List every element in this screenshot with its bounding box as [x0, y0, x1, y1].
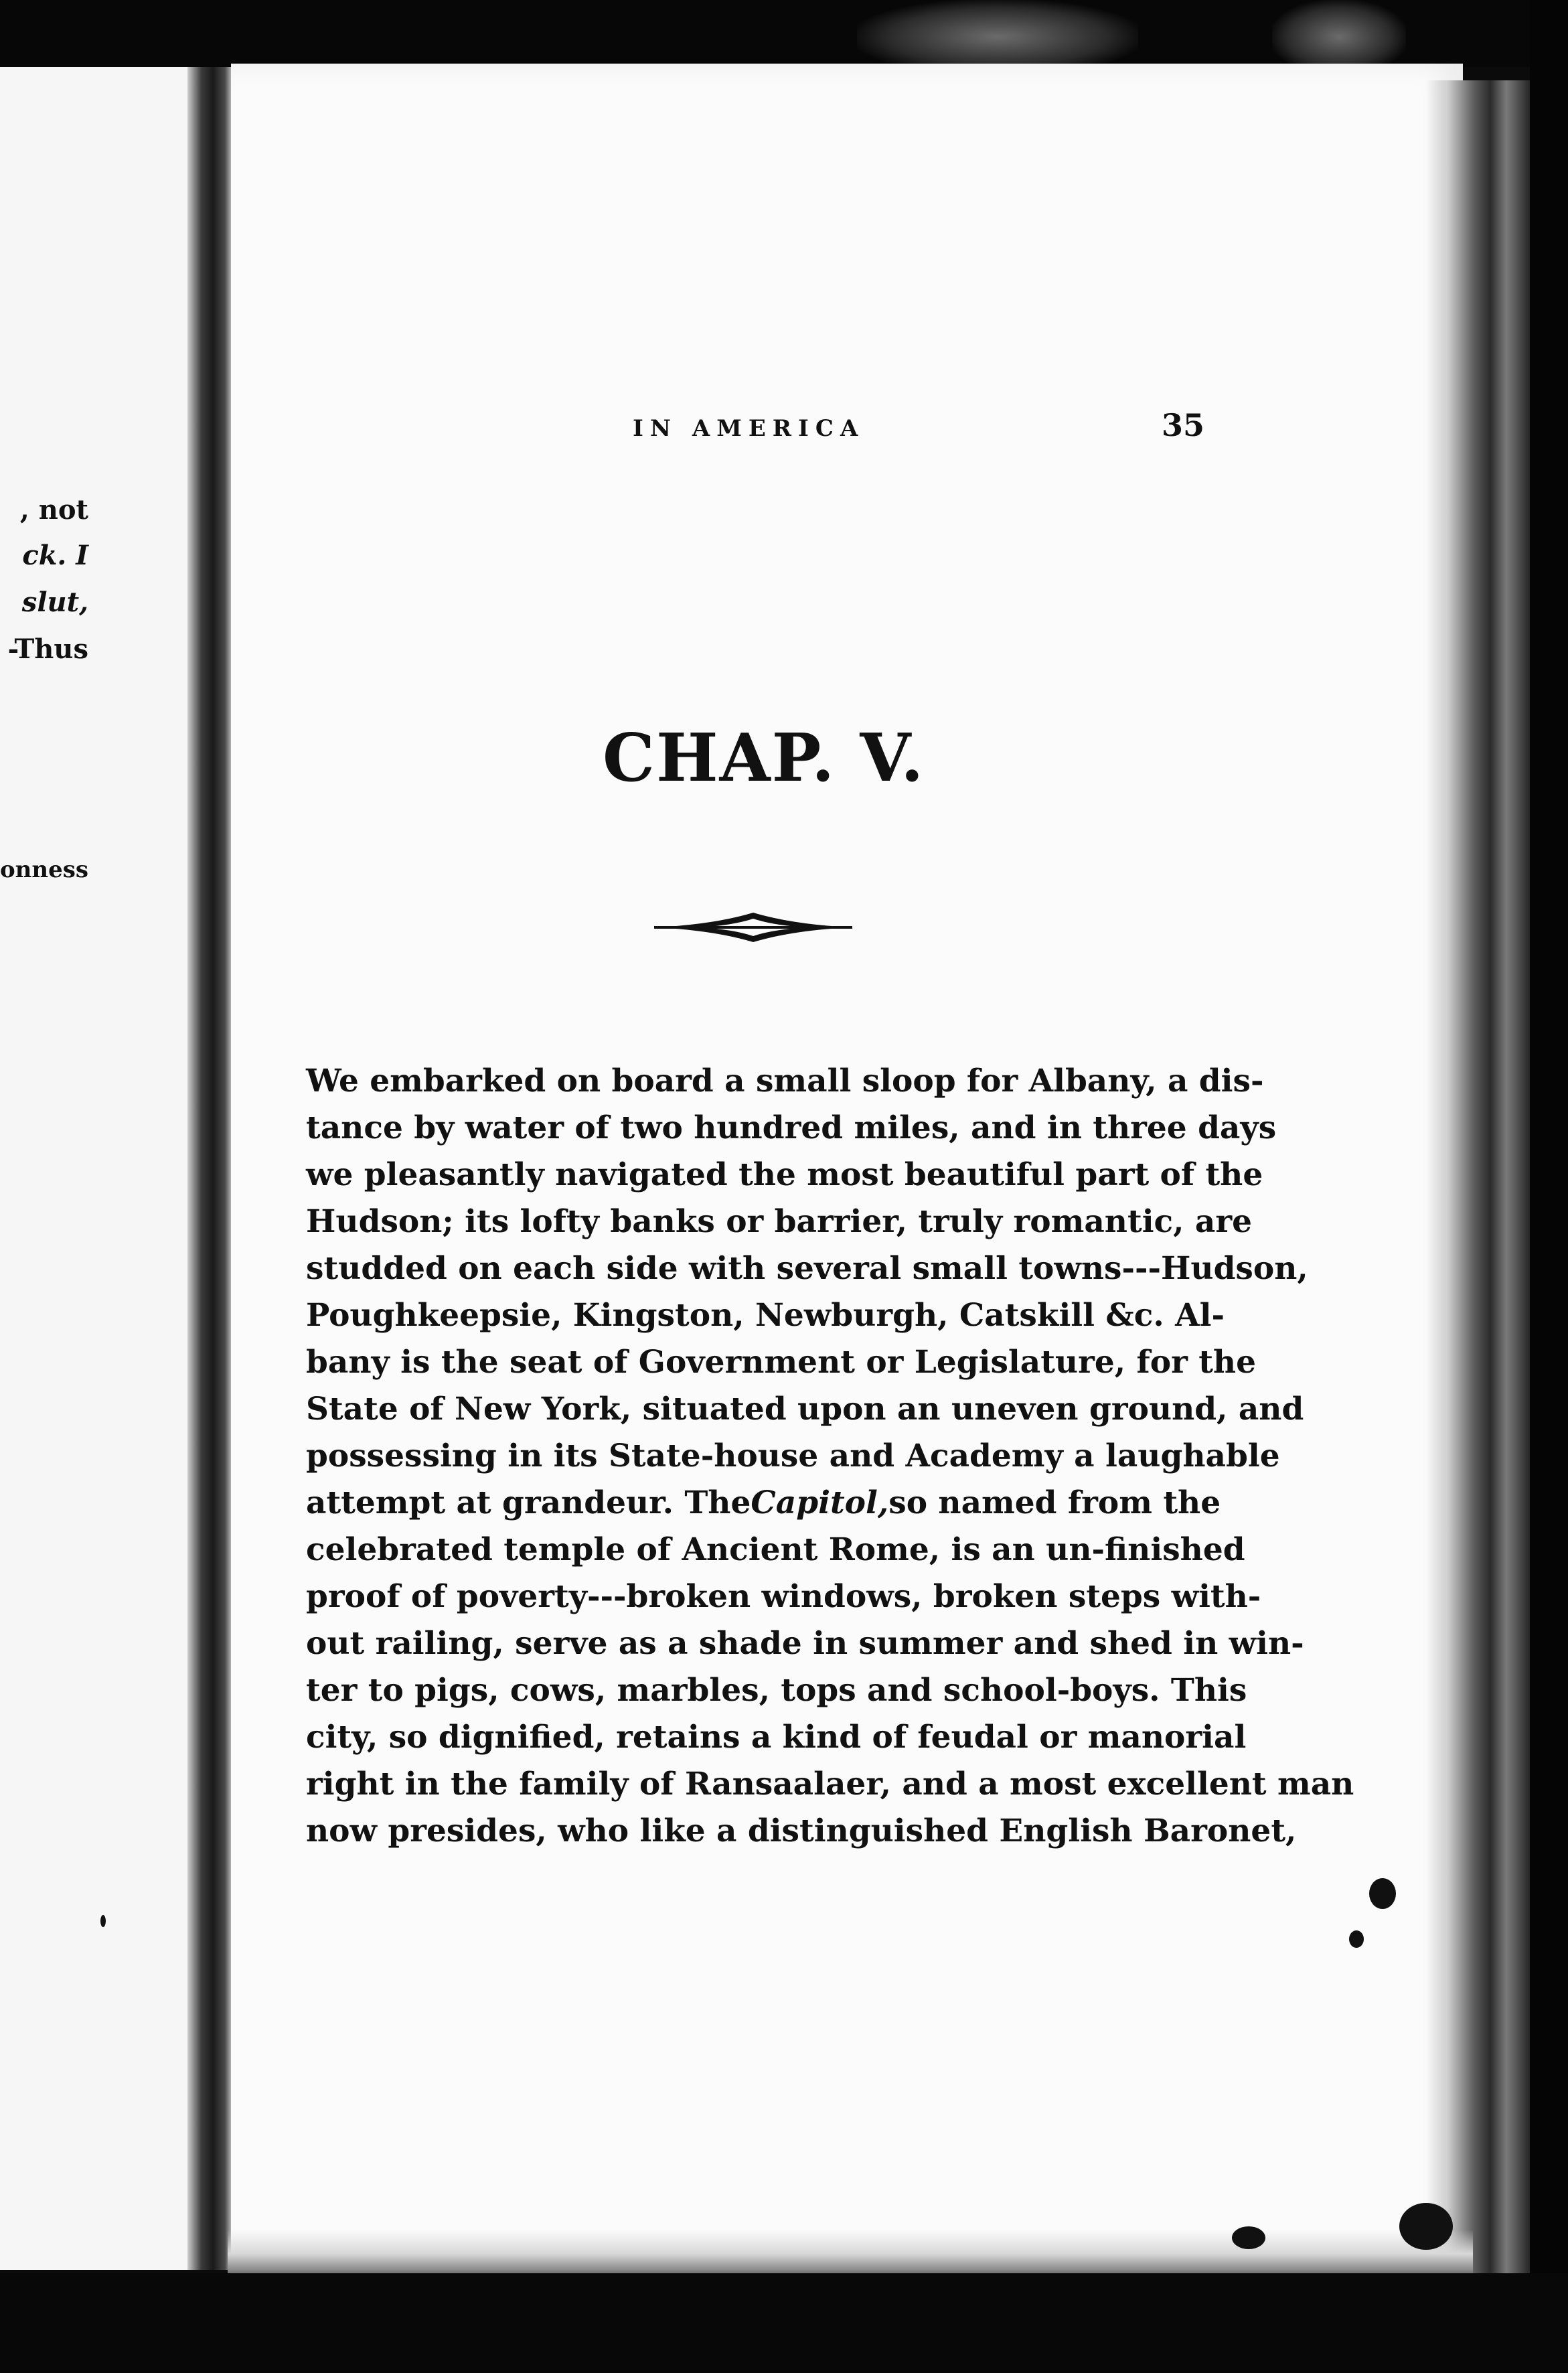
ink-stain — [1369, 1878, 1396, 1909]
text-line: Hudson; its lofty banks or barrier, truly romantic, are — [306, 1203, 1253, 1240]
text-segment: so named from the — [888, 1484, 1221, 1521]
text-line: celebrated temple of Ancient Rome, is an un-finished — [306, 1531, 1245, 1568]
text-segment: attempt at grandeur. The — [306, 1484, 751, 1521]
chapter-title: CHAP. V. — [603, 720, 925, 797]
text-line: We embarked on board a small sloop for Albany, a dis- — [306, 1063, 1264, 1099]
ink-stain — [1349, 1930, 1364, 1948]
text-line: tance by water of two hundred miles, and in three days — [306, 1109, 1277, 1146]
text-line: State of New York, situated upon an uneven ground, and — [306, 1391, 1304, 1428]
left-page — [0, 67, 201, 2270]
text-line: studded on each side with several small towns---Hudson, — [306, 1250, 1308, 1287]
page-edge-shadow — [1426, 80, 1533, 2283]
text-line — [306, 1480, 1221, 1527]
ink-speck — [100, 1915, 106, 1927]
text-line: city, so dignified, retains a kind of feudal or manorial — [306, 1719, 1247, 1756]
left-fragment: slut, — [21, 587, 88, 618]
page-number: 35 — [1162, 407, 1205, 443]
left-fragment: ck. I — [22, 540, 88, 571]
text-line: out railing, serve as a shade in summer and shed in win- — [306, 1625, 1304, 1662]
running-head: IN AMERICA — [633, 415, 865, 442]
top-smudge — [1272, 0, 1406, 74]
body-text — [306, 1058, 1354, 1855]
ink-stain — [1399, 2203, 1453, 2250]
ornament-divider — [653, 907, 854, 947]
text-line: we pleasantly navigated the most beautiful part of the — [306, 1156, 1263, 1193]
left-fragment: onness — [0, 856, 88, 883]
text-line: now presides, who like a distinguished English Baronet, — [306, 1813, 1297, 1849]
text-line: bany is the seat of Government or Legislature, for the — [306, 1344, 1256, 1381]
text-line: Poughkeepsie, Kingston, Newburgh, Catskill &c. Al- — [306, 1297, 1225, 1334]
ink-stain — [1232, 2226, 1265, 2249]
book-gutter — [187, 67, 234, 2270]
text-line: right in the family of Ransaalaer, and a most excellent man — [306, 1766, 1354, 1803]
bottom-scan-border — [0, 2273, 1568, 2373]
right-scan-border — [1530, 0, 1568, 2373]
italic-term: Capitol, — [751, 1484, 889, 1521]
text-line: ter to pigs, cows, marbles, tops and school-boys. This — [306, 1672, 1247, 1709]
top-smudge — [857, 0, 1138, 74]
text-line: proof of poverty---broken windows, broken steps with- — [306, 1578, 1261, 1615]
left-fragment: , not — [19, 494, 88, 526]
left-fragment: -Thus — [7, 633, 88, 665]
text-line: possessing in its State-house and Academy a laughable — [306, 1438, 1280, 1474]
